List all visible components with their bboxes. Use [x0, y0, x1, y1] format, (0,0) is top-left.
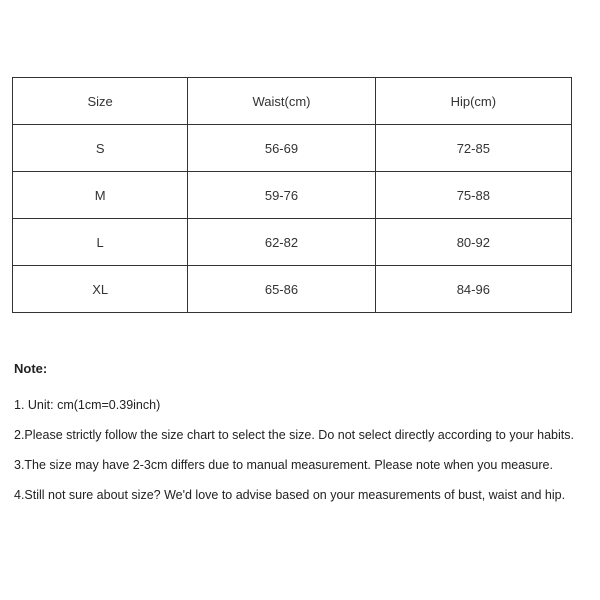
note-item-measurement-difference: 3.The size may have 2-3cm differs due to manual measurement. Please note when you measure. [14, 458, 553, 472]
cell-hip: 80-92 [375, 219, 571, 266]
cell-hip: 72-85 [375, 125, 571, 172]
cell-hip: 75-88 [375, 172, 571, 219]
note-item-follow-chart: 2.Please strictly follow the size chart to select the size. Do not select directly according to your habits. [14, 428, 574, 442]
cell-size: L [13, 219, 188, 266]
cell-waist: 56-69 [188, 125, 375, 172]
table-row [13, 125, 572, 172]
cell-waist: 59-76 [188, 172, 375, 219]
table-row [13, 266, 572, 313]
cell-size: S [13, 125, 188, 172]
cell-hip: 84-96 [375, 266, 571, 313]
table-header-row [13, 78, 572, 125]
size-chart-table [12, 77, 572, 313]
cell-waist: 65-86 [188, 266, 375, 313]
header-hip: Hip(cm) [375, 78, 571, 125]
header-waist: Waist(cm) [188, 78, 375, 125]
cell-size: XL [13, 266, 188, 313]
cell-waist: 62-82 [188, 219, 375, 266]
note-item-advice: 4.Still not sure about size? We'd love to advise based on your measurements of bust, waist and hip. [14, 488, 566, 502]
header-size: Size [13, 78, 188, 125]
table-row [13, 219, 572, 266]
cell-size: M [13, 172, 188, 219]
note-item-unit: 1. Unit: cm(1cm=0.39inch) [14, 398, 161, 412]
note-title: Note: [14, 361, 48, 376]
table-row [13, 172, 572, 219]
